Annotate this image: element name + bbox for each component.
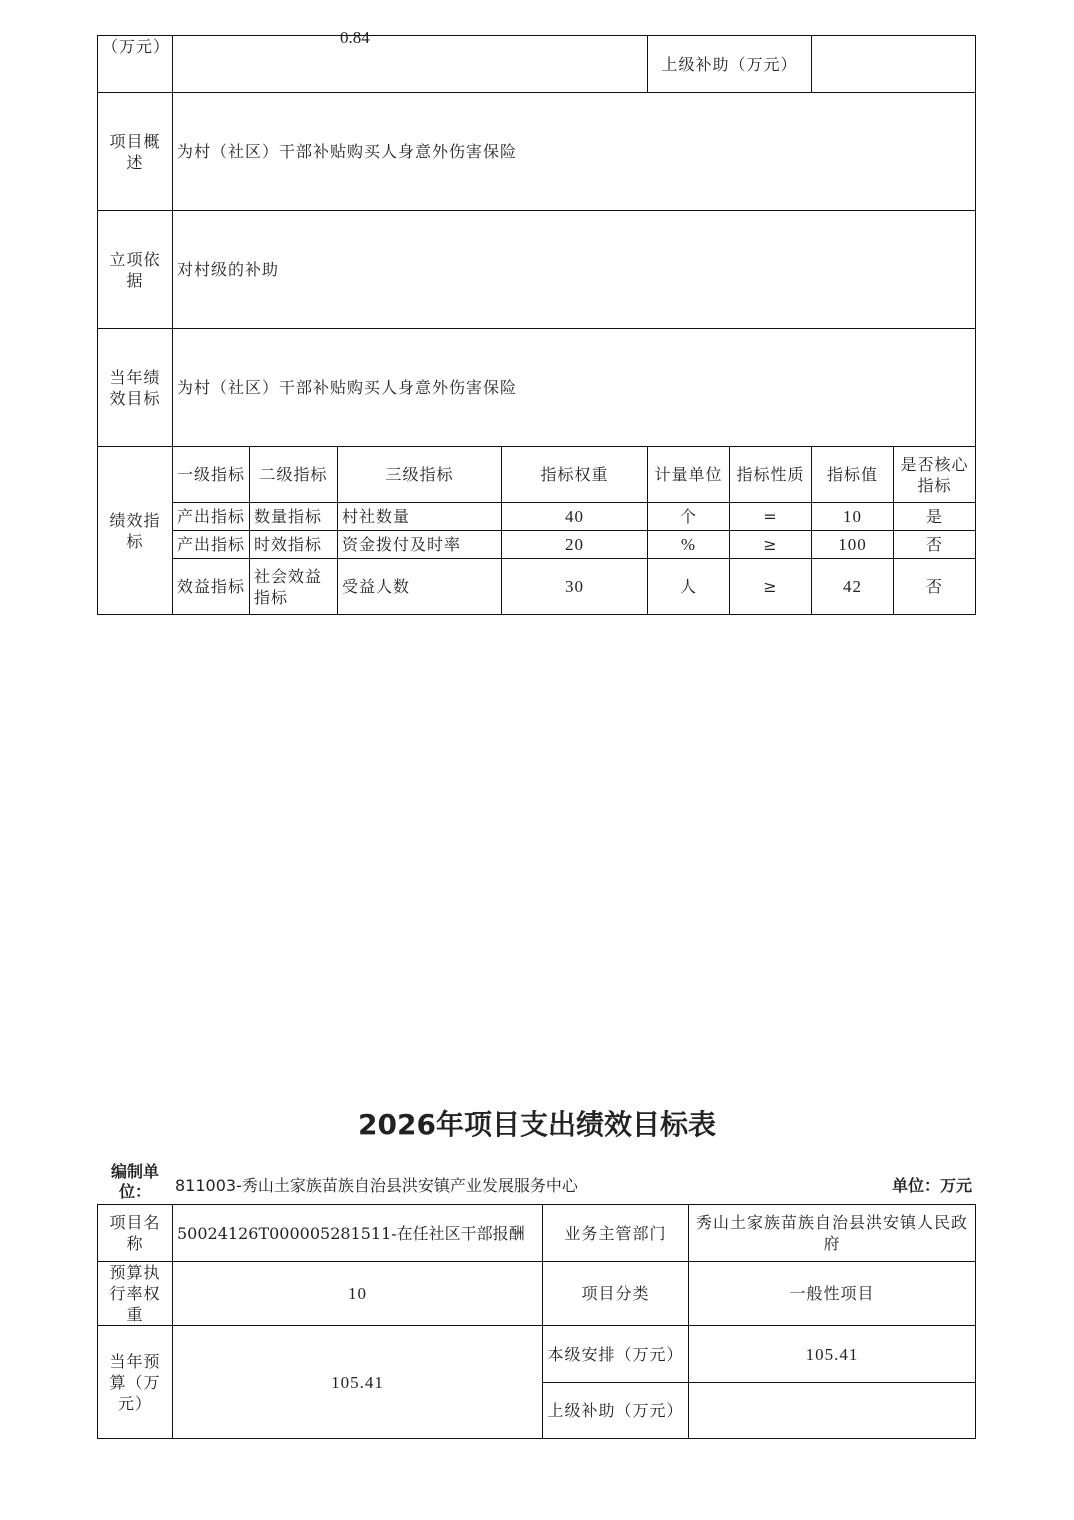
- exec-weight-value: 10: [173, 1262, 543, 1326]
- upper-subsidy-label: 上级补助（万元）: [648, 36, 812, 93]
- row-level1: 效益指标: [173, 559, 250, 615]
- budget-value-fragment: 0.84: [340, 28, 370, 47]
- project-info-table: [97, 1204, 976, 1439]
- category-value: 一般性项目: [689, 1262, 976, 1326]
- row-level3: 受益人数: [338, 559, 502, 615]
- unit-label: 单位：万元: [891, 1176, 972, 1195]
- budget-value: 105.41: [173, 1326, 543, 1439]
- goal-label: 当年绩效目标: [98, 329, 173, 447]
- row-weight: 20: [502, 531, 648, 559]
- exec-weight-row: [98, 1262, 976, 1326]
- indicators-label: 绩效指标: [98, 447, 173, 615]
- row-level3: 村社数量: [338, 503, 502, 531]
- row-level2: 社会效益指标: [250, 559, 338, 615]
- indicator-header-row: [98, 447, 976, 503]
- upper-value: [689, 1383, 976, 1439]
- exec-weight-label: 预算执行率权重: [98, 1262, 173, 1326]
- project-name-value: 50024126T000005281511-在任社区干部报酬: [173, 1205, 543, 1262]
- dept-value: 秀山土家族苗族自治县洪安镇人民政府: [689, 1205, 976, 1262]
- row-nature: ≥: [730, 559, 812, 615]
- budget-row: [98, 1326, 976, 1383]
- row-weight: 40: [502, 503, 648, 531]
- basis-row: [98, 211, 976, 329]
- form-title: 2026年项目支出绩效目标表: [358, 1108, 716, 1141]
- table-row: [98, 559, 976, 615]
- table-row: [98, 531, 976, 559]
- row-value: 42: [812, 559, 894, 615]
- basis-label: 立项依据: [98, 211, 173, 329]
- row-value: 100: [812, 531, 894, 559]
- top-performance-table: [97, 35, 976, 615]
- project-name-row: [98, 1205, 976, 1262]
- row-nature: =: [730, 503, 812, 531]
- row-core: 否: [894, 559, 976, 615]
- budget-value-fragment-cell: [173, 36, 648, 93]
- overview-row: [98, 93, 976, 211]
- row-unit: %: [648, 531, 730, 559]
- overview-label: 项目概述: [98, 93, 173, 211]
- compiler-label: 编制单位：: [110, 1162, 159, 1201]
- row-nature: ≥: [730, 531, 812, 559]
- budget-label: 当年预算（万元）: [98, 1326, 173, 1439]
- category-label: 项目分类: [543, 1262, 689, 1326]
- basis-value: 对村级的补助: [173, 211, 976, 329]
- header-level2: 二级指标: [250, 447, 338, 503]
- header-level1: 一级指标: [173, 447, 250, 503]
- upper-label: 上级补助（万元）: [543, 1383, 689, 1439]
- row-value: 10: [812, 503, 894, 531]
- goal-row: [98, 329, 976, 447]
- row-unit: 个: [648, 503, 730, 531]
- header-nature: 指标性质: [730, 447, 812, 503]
- local-value: 105.41: [689, 1326, 976, 1383]
- budget-row-fragment: [98, 36, 976, 93]
- header-core: 是否核心指标: [894, 447, 976, 503]
- overview-value: 为村（社区）干部补贴购买人身意外伤害保险: [173, 93, 976, 211]
- row-level2: 数量指标: [250, 503, 338, 531]
- dept-label: 业务主管部门: [543, 1205, 689, 1262]
- header-weight: 指标权重: [502, 447, 648, 503]
- compiler-value: 811003-秀山土家族苗族自治县洪安镇产业发展服务中心: [175, 1176, 578, 1195]
- budget-label-fragment: （万元）: [98, 36, 173, 93]
- row-unit: 人: [648, 559, 730, 615]
- header-unit: 计量单位: [648, 447, 730, 503]
- row-core: 否: [894, 531, 976, 559]
- upper-subsidy-value: [812, 36, 976, 93]
- row-level2: 时效指标: [250, 531, 338, 559]
- table-row: [98, 503, 976, 531]
- header-level3: 三级指标: [338, 447, 502, 503]
- header-value: 指标值: [812, 447, 894, 503]
- row-level1: 产出指标: [173, 531, 250, 559]
- project-name-label: 项目名称: [98, 1205, 173, 1262]
- goal-value: 为村（社区）干部补贴购买人身意外伤害保险: [173, 329, 976, 447]
- row-core: 是: [894, 503, 976, 531]
- row-level1: 产出指标: [173, 503, 250, 531]
- row-level3: 资金拨付及时率: [338, 531, 502, 559]
- local-label: 本级安排（万元）: [543, 1326, 689, 1383]
- row-weight: 30: [502, 559, 648, 615]
